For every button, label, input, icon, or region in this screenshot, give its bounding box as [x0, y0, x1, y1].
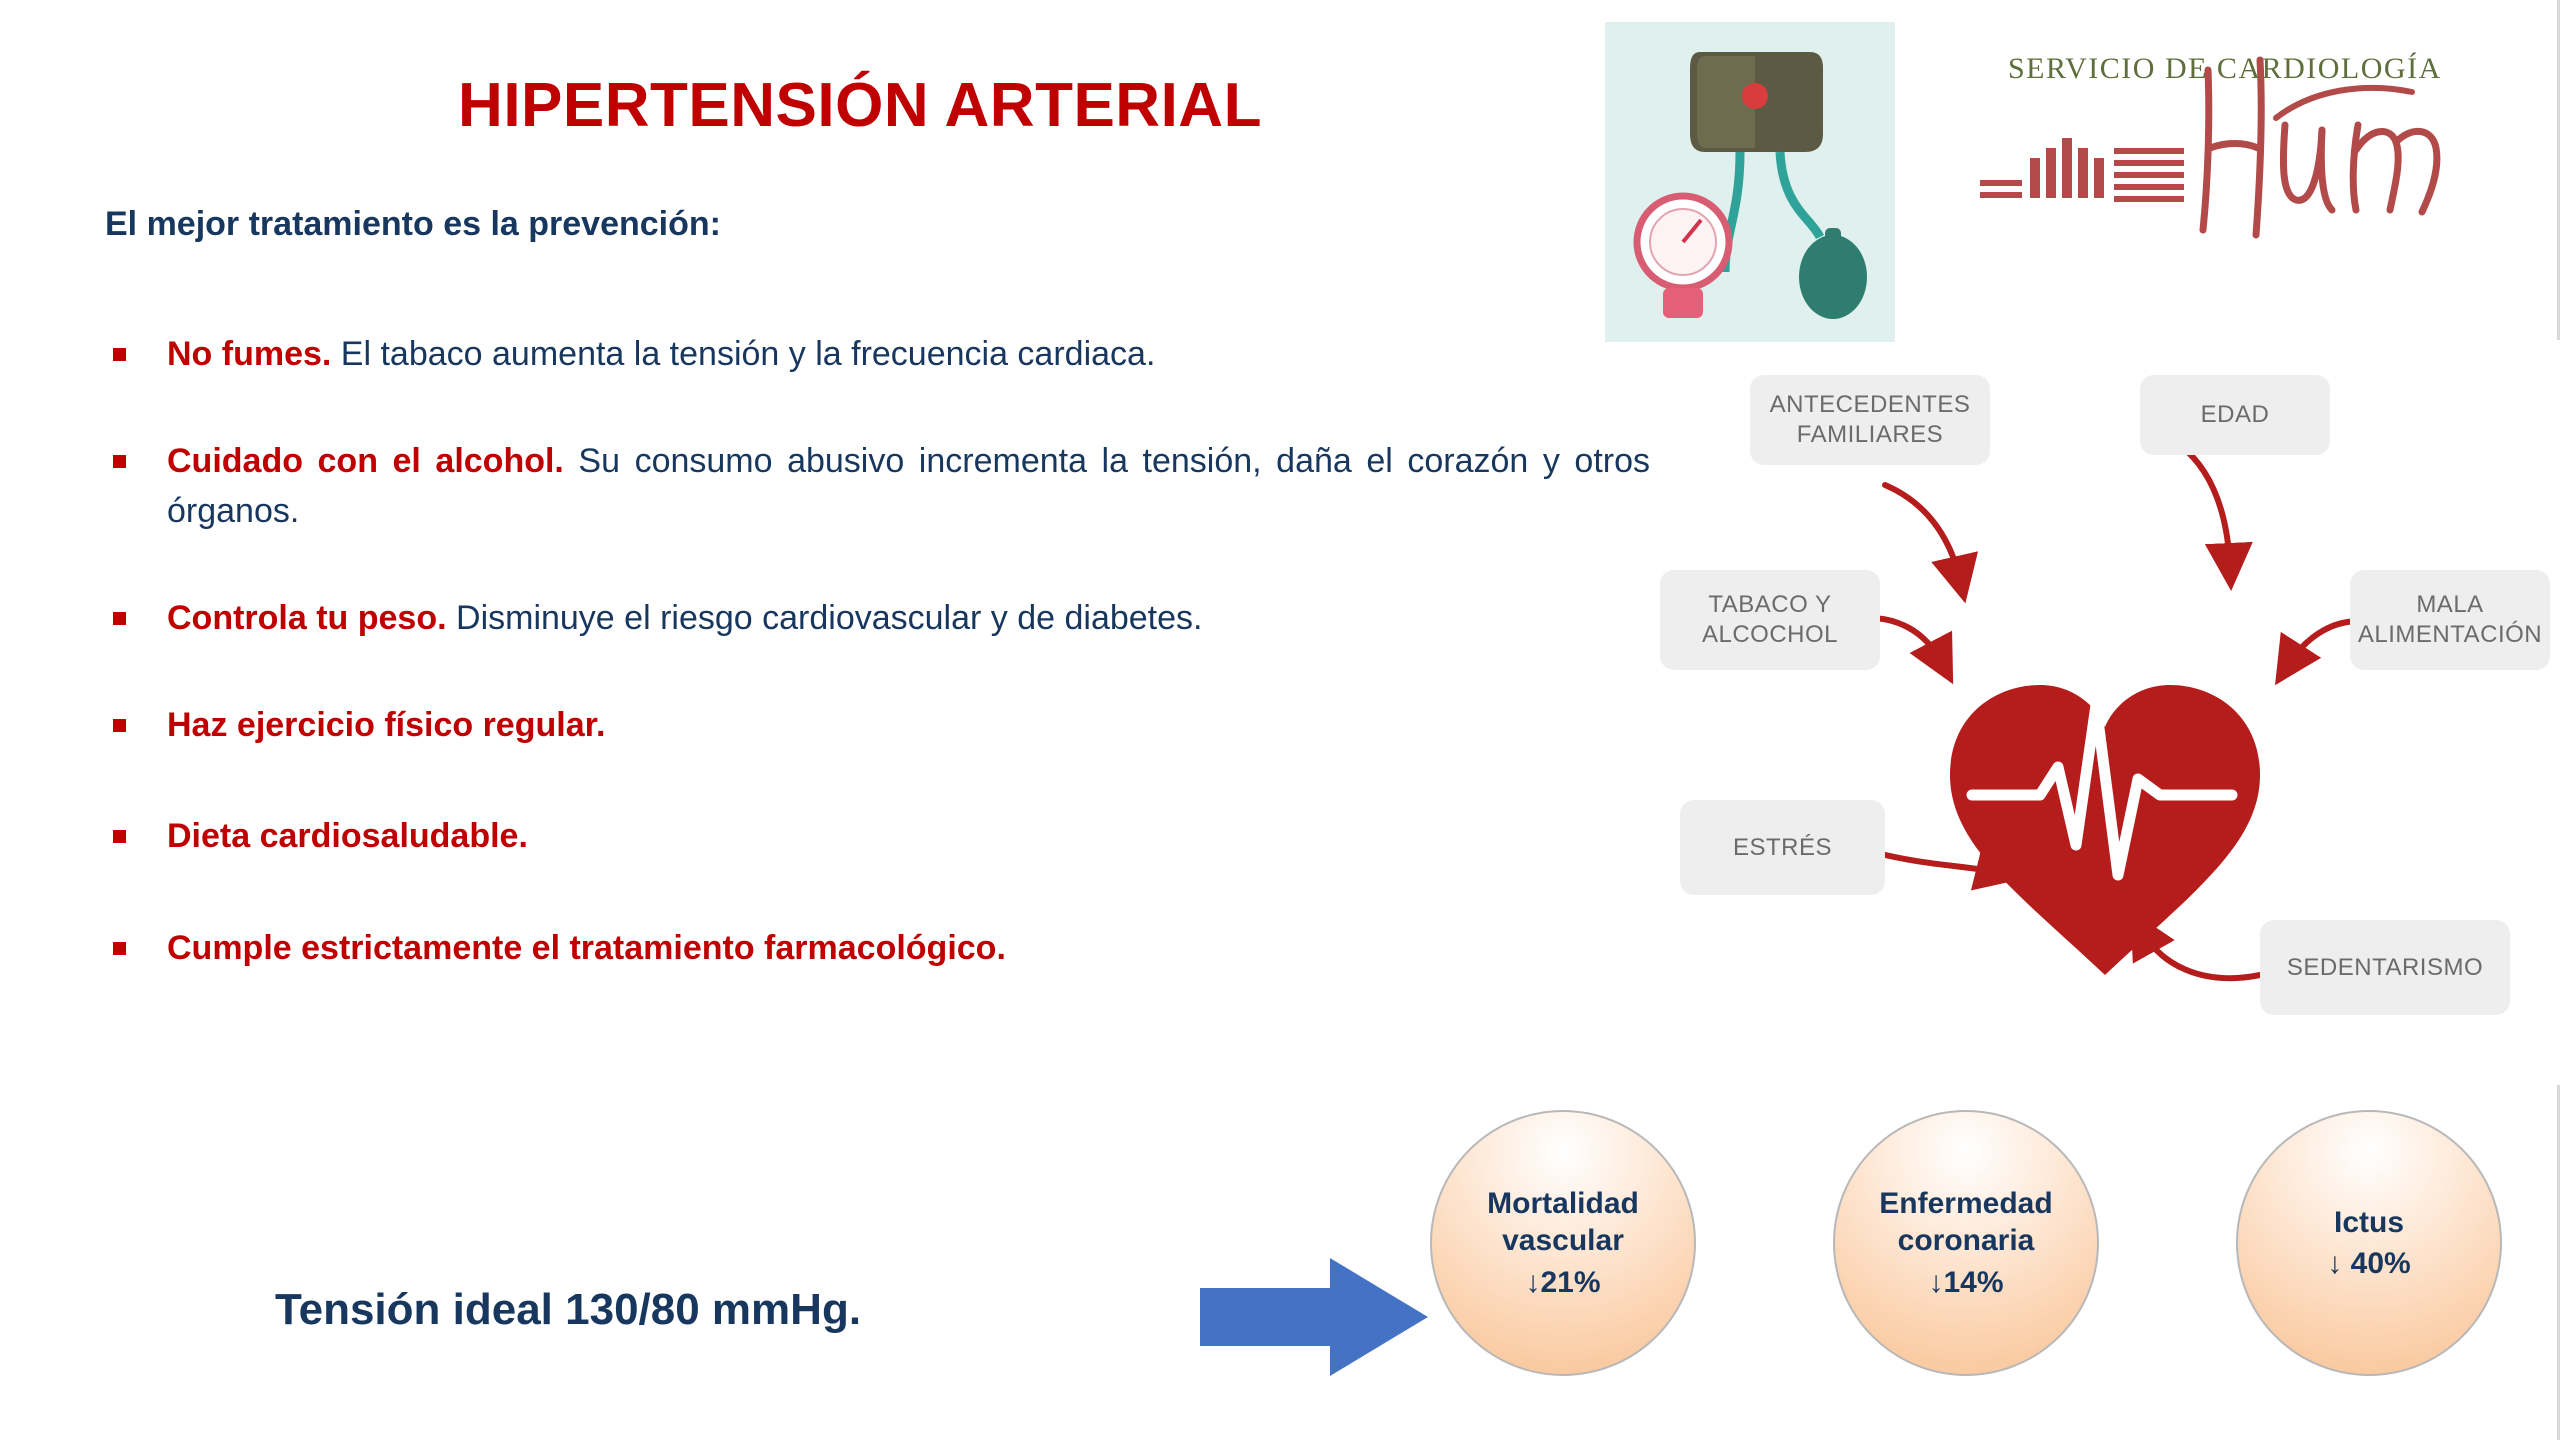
risk-factor-label: EDAD	[2200, 401, 2270, 428]
list-item-text: Su consumo abusivo incrementa la tensión, daña el corazón y otros órganos.	[167, 442, 1650, 530]
list-item-strong: Dieta cardiosaludable.	[167, 817, 528, 856]
outcome-line1: Mortalidad	[1487, 1186, 1639, 1220]
risk-factor-label: MALA ALIMENTACIÓN	[2357, 591, 2543, 648]
outcome-circles	[1430, 1110, 2540, 1440]
list-item	[105, 701, 1650, 750]
outcome-line2: vascular	[1502, 1224, 1624, 1258]
blood-pressure-monitor-image	[1605, 22, 1895, 342]
risk-factor-diagram	[1660, 375, 2550, 1045]
bullet-square-icon	[113, 719, 126, 732]
outcome-circle	[2236, 1110, 2502, 1376]
list-item-strong: Haz ejercicio físico regular.	[167, 706, 606, 745]
outcome-circle	[1430, 1110, 1696, 1376]
lead-text: El mejor tratamiento es la prevención:	[105, 205, 721, 243]
risk-factor-box	[1680, 800, 1885, 895]
bullet-square-icon	[113, 830, 126, 843]
risk-factor-box	[1660, 570, 1880, 670]
risk-factor-label: SEDENTARISMO	[2286, 953, 2484, 981]
logo-service-text: SERVICIO DE CARDIOLOGÍA	[2008, 52, 2442, 85]
list-item-text: Disminuye el riesgo cardiovascular y de diabetes.	[446, 598, 1203, 637]
list-item-strong: Controla tu peso.	[167, 598, 447, 637]
list-item-strong: No fumes.	[167, 335, 332, 373]
list-item-strong: Cumple estrictamente el tratamiento farmacológico.	[167, 928, 1006, 967]
bullet-square-icon	[113, 942, 126, 955]
ideal-tension-text: Tensión ideal 130/80 mmHg.	[275, 1285, 862, 1334]
bullet-square-icon	[113, 612, 126, 625]
hospital-logo	[1960, 30, 2540, 310]
list-item-strong: Cuidado con el alcohol.	[167, 442, 564, 481]
list-item	[105, 924, 1650, 973]
risk-factor-box	[2260, 920, 2510, 1015]
outcome-line1: Enfermedad	[1879, 1186, 2053, 1220]
outcome-line2: coronaria	[1897, 1224, 2035, 1258]
blue-arrow-icon	[1200, 1250, 1430, 1385]
bullet-square-icon	[113, 455, 126, 468]
risk-factor-label: ANTECEDENTES FAMILIARES	[1769, 391, 1971, 448]
outcome-circle	[1833, 1110, 2099, 1376]
risk-factor-label: TABACO Y ALCOCHOL	[1701, 591, 1839, 648]
page-title: HIPERTENSIÓN ARTERIAL	[458, 71, 1262, 140]
list-item	[105, 437, 1650, 536]
list-item-text: El tabaco aumenta la tensión y la frecuencia cardiaca.	[331, 335, 1156, 373]
bullet-square-icon	[113, 348, 126, 361]
risk-factor-label: ESTRÉS	[1732, 833, 1833, 861]
list-item	[105, 812, 1650, 861]
prevention-list	[105, 330, 1650, 1031]
risk-factor-box	[2140, 375, 2330, 455]
list-item	[105, 594, 1650, 643]
outcome-pct: ↓14%	[1928, 1265, 2004, 1299]
risk-factor-box	[2350, 570, 2550, 670]
outcome-line1: Ictus	[2333, 1205, 2405, 1239]
outcome-pct: ↓21%	[1525, 1265, 1601, 1299]
outcome-pct: ↓ 40%	[2327, 1247, 2411, 1280]
list-item	[105, 330, 1650, 379]
risk-factor-box	[1750, 375, 1990, 465]
